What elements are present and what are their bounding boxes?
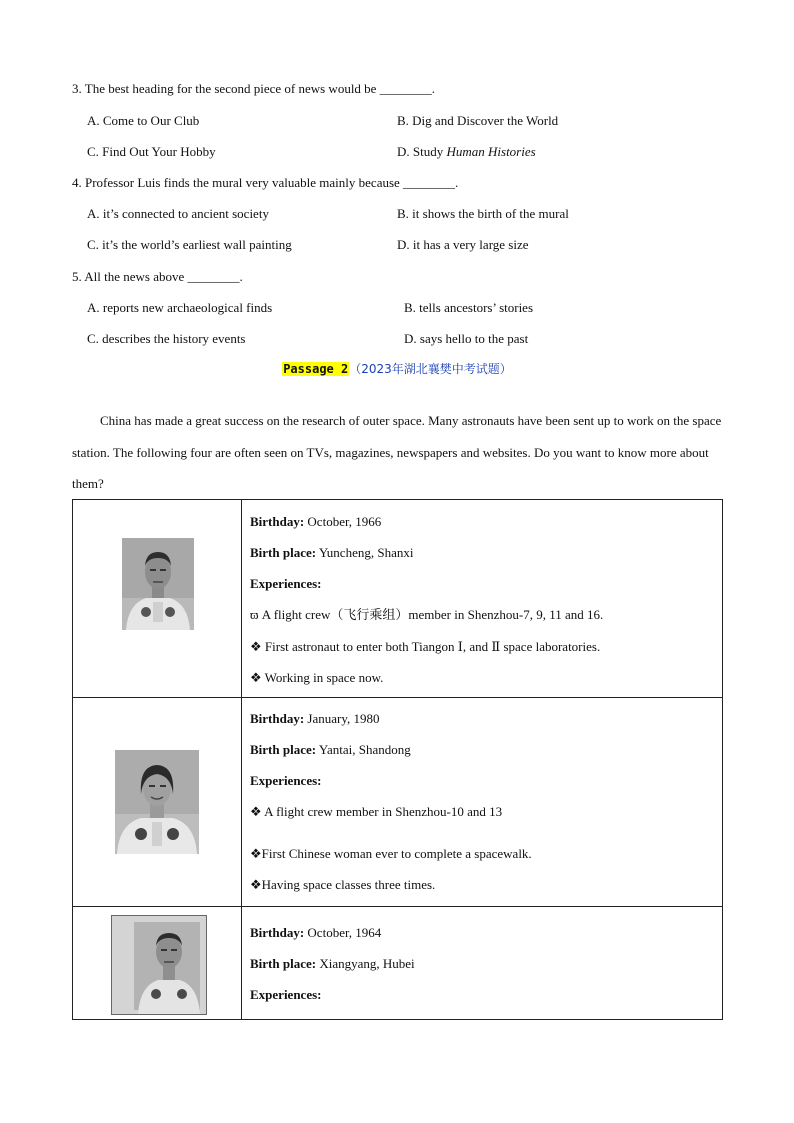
birthplace-label: Birth place: (250, 956, 317, 971)
birthday-line (250, 711, 380, 727)
question-3-stem: 3. The best heading for the second piece of news would be ________. (72, 81, 435, 96)
experience-item: ❖First Chinese woman ever to complete a spacewalk. (250, 846, 532, 861)
birthplace-value: Yuncheng, Shanxi (318, 545, 414, 560)
experiences-label: Experiences: (250, 987, 322, 1002)
passage-intro: China has made a great success on the research of outer space. Many astronauts have been sent up to work on the space station. The following four are often seen on TVs, magazines, newspapers and websites. Do you want to know more about them? (72, 413, 722, 491)
question-5-option-d: D. says hello to the past (404, 331, 529, 346)
question-4-option-d: D. it has a very large size (397, 237, 529, 252)
question-4-option-a: A. it’s connected to ancient society (87, 206, 269, 221)
question-4-stem: 4. Professor Luis finds the mural very valuable mainly because ________. (72, 175, 459, 190)
experiences-label: Experiences: (250, 576, 322, 591)
question-3-option-d (397, 144, 536, 160)
astronaut-portrait-2 (115, 750, 199, 854)
question-3-option-a: A. Come to Our Club (87, 113, 200, 128)
birthday-label: Birthday: (250, 925, 305, 940)
question-5-option-b: B. tells ancestors’ stories (404, 300, 534, 315)
question-3-option-c: C. Find Out Your Hobby (87, 144, 216, 159)
birthday-value: October, 1964 (307, 925, 382, 940)
experience-item: ❖Having space classes three times. (250, 877, 436, 892)
birthday-line (250, 514, 381, 530)
birthplace-line (250, 956, 415, 972)
table-row (73, 698, 723, 907)
question-4-option-b: B. it shows the birth of the mural (397, 206, 569, 221)
passage-heading (0, 361, 794, 377)
birthday-value: October, 1966 (307, 514, 382, 529)
question-5-stem: 5. All the news above ________. (72, 269, 243, 284)
astronaut-portrait-1 (122, 538, 194, 630)
birthplace-line (250, 545, 413, 561)
photo-cell (73, 500, 242, 698)
question-5-option-a: A. reports new archaeological finds (87, 300, 273, 315)
question-3-option-b: B. Dig and Discover the World (397, 113, 559, 128)
experiences-label: Experiences: (250, 773, 322, 788)
info-cell (242, 907, 723, 1020)
experience-item: ❖ Working in space now. (250, 670, 384, 685)
astronaut-table (72, 499, 723, 1020)
question-4-option-c: C. it’s the world’s earliest wall painting (87, 237, 292, 252)
astronaut-portrait-3 (111, 915, 207, 1015)
question-3-option-d-label: D. Study (397, 144, 447, 159)
experience-item: ❖ First astronaut to enter both Tiangon Ⅰ, and Ⅱ space laboratories. (250, 639, 601, 654)
passage-title: Passage 2 (283, 362, 349, 376)
birthplace-label: Birth place: (250, 545, 317, 560)
experience-item: ϖ A flight crew（飞行乘组）member in Shenzhou-7, 9, 11 and 16. (250, 607, 604, 622)
photo-cell (73, 698, 242, 907)
birthplace-value: Xiangyang, Hubei (319, 956, 415, 971)
question-5-option-c: C. describes the history events (87, 331, 246, 346)
birthplace-line (250, 742, 411, 758)
table-row (73, 500, 723, 698)
info-cell (242, 500, 723, 698)
info-cell (242, 698, 723, 907)
birthday-label: Birthday: (250, 711, 305, 726)
experience-item: ❖ A flight crew member in Shenzhou-10 and 13 (250, 804, 503, 819)
birthday-line (250, 925, 381, 941)
birthplace-label: Birth place: (250, 742, 317, 757)
birthday-value: January, 1980 (307, 711, 380, 726)
table-row (73, 907, 723, 1020)
question-3-option-d-italic: Human Histories (446, 144, 536, 159)
birthplace-value: Yantai, Shandong (318, 742, 411, 757)
birthday-label: Birthday: (250, 514, 305, 529)
passage-source: （2023年湖北襄樊中考试题） (349, 362, 512, 376)
photo-cell (73, 907, 242, 1020)
